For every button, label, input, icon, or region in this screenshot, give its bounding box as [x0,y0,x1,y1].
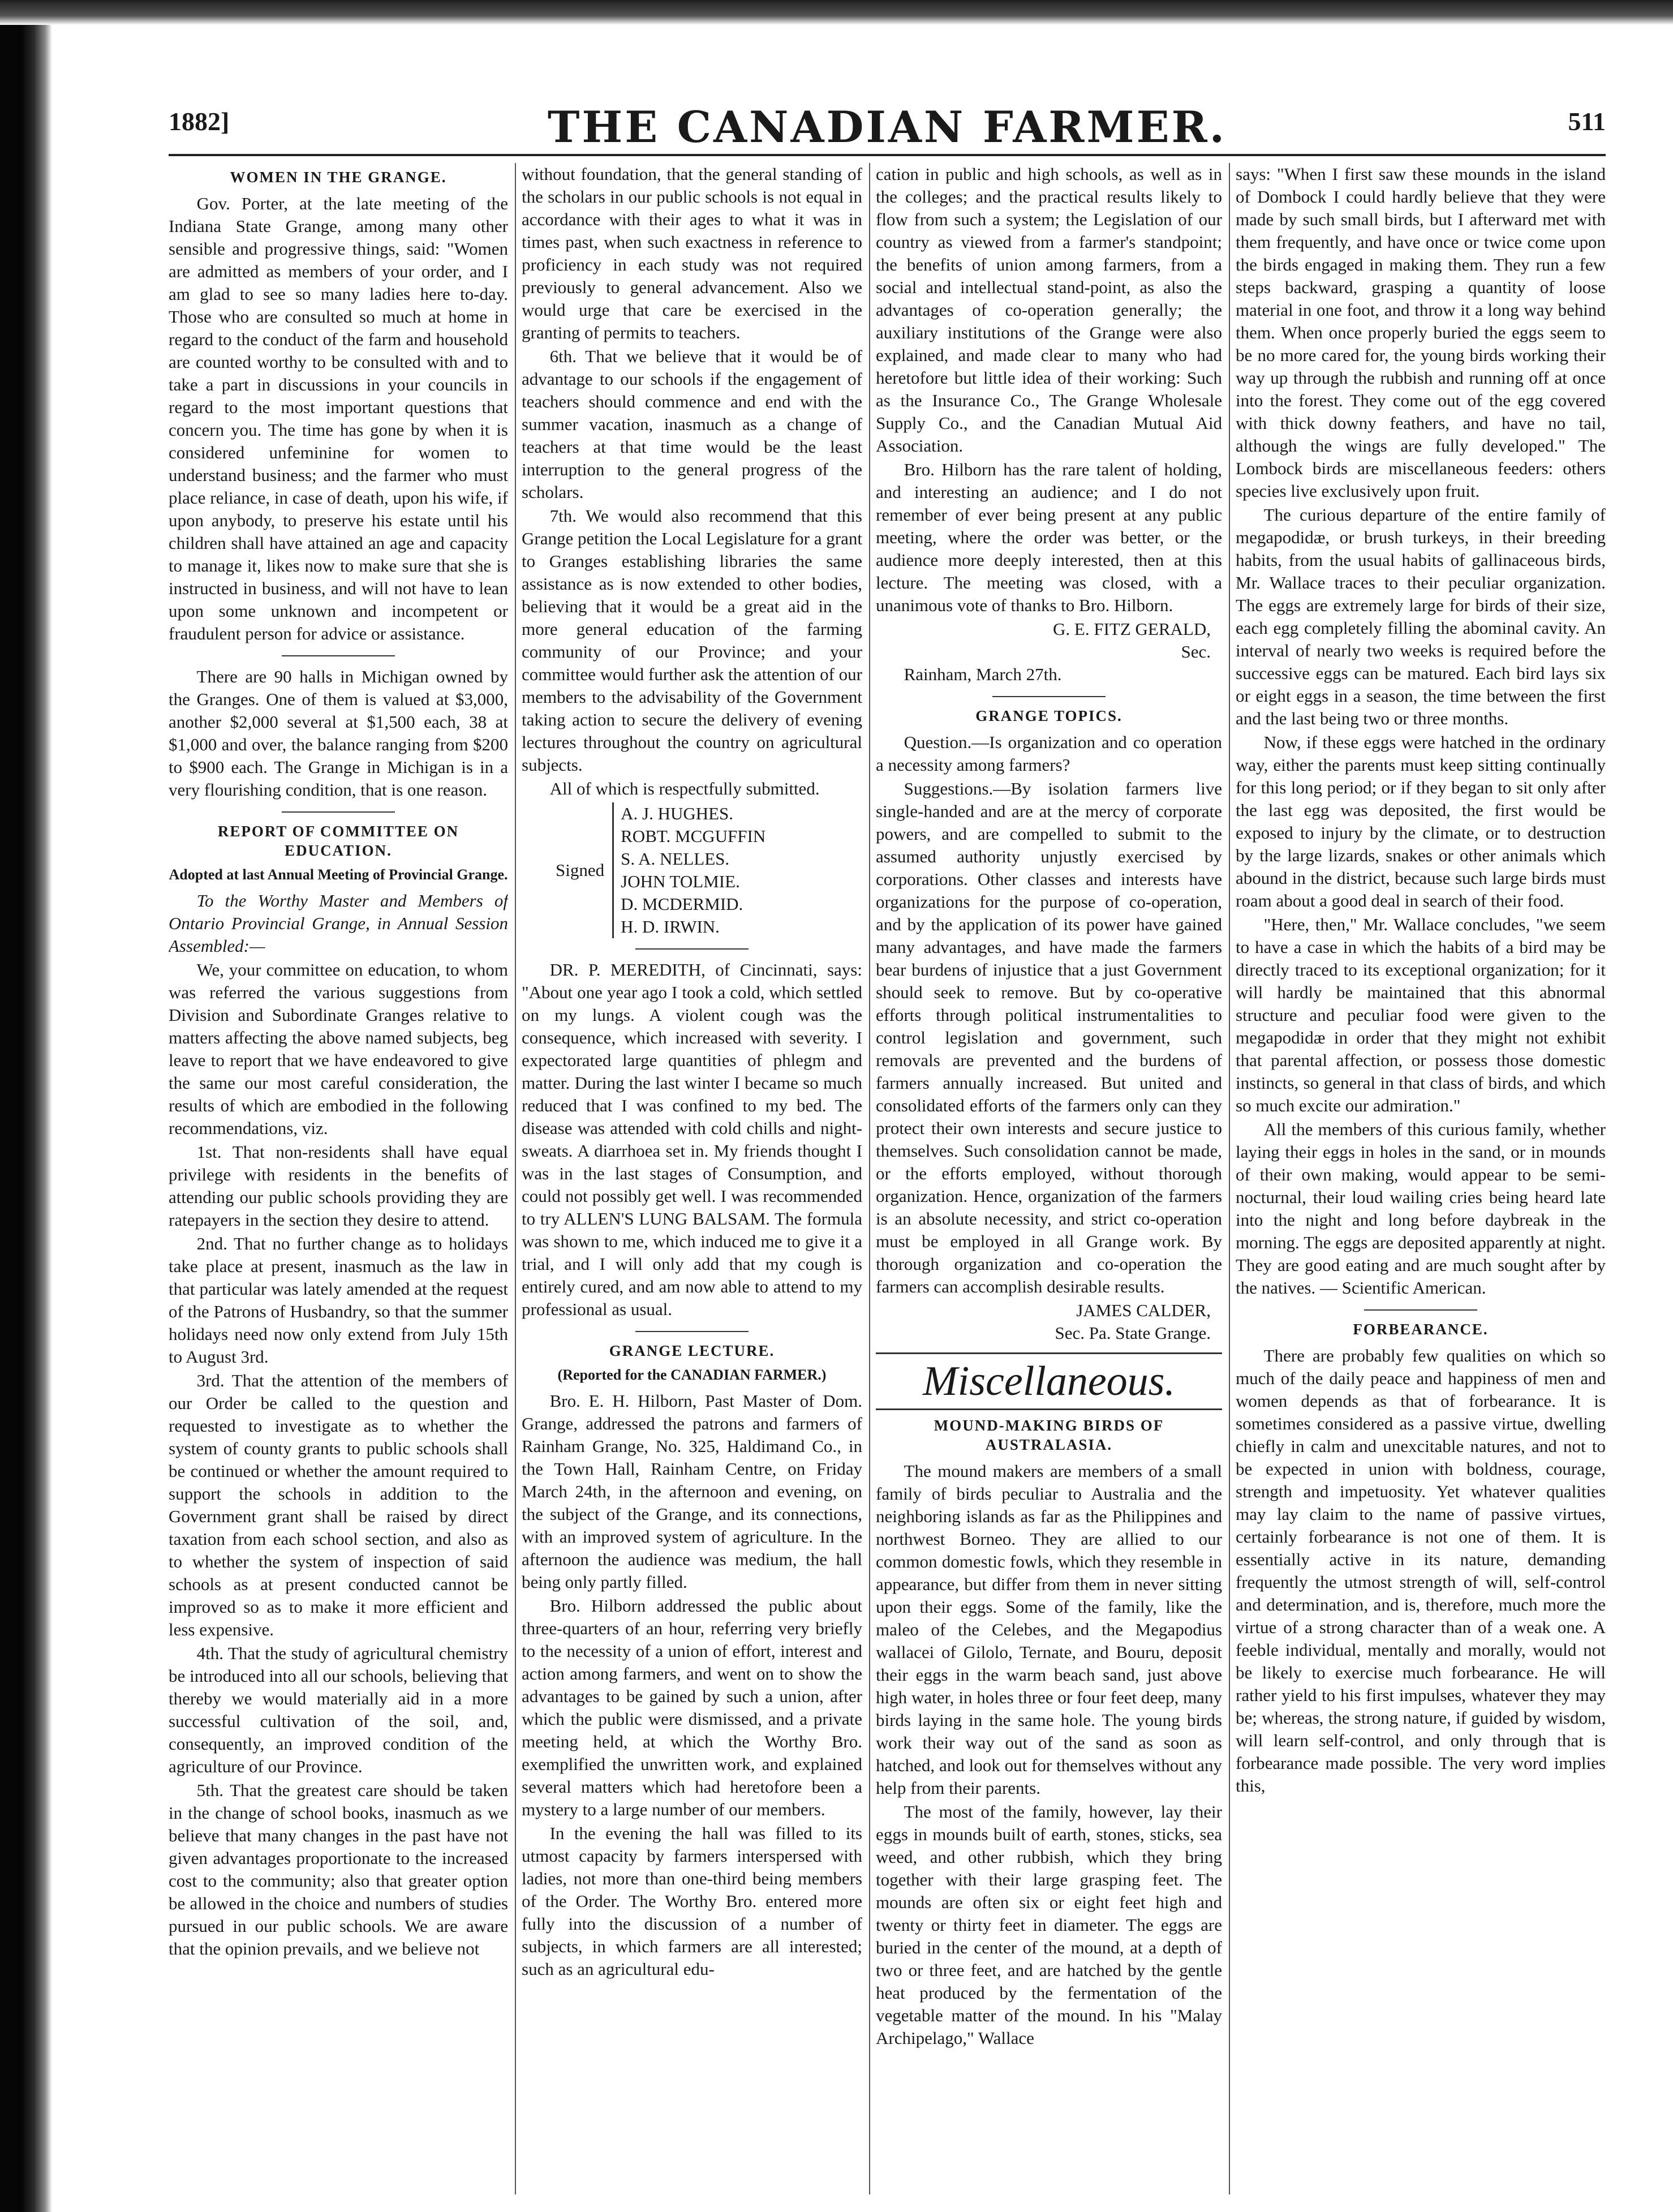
article-body: The curious departure of the entire family of megapodidæ, or brush turkeys, in their breeding habits, from the usual habits of gallinaceous birds, Mr. Wallace traces to their peculiar organization. The eggs are extremely large for birds of their size, each egg completely filling the abominal cavity. An interval of nearly two weeks is required before the successive eggs can be matured. Each bird lays six or eight eggs in a season, the time between the first and the last being two or three months. [1236,505,1606,728]
report-item: 5th. That the greatest care should be taken in the change of school books, inasmuch as we believe that many changes in the past have not given advantages proportionate to the increased cost to the community; also that greater option be allowed in the choice and numbers of studies pursued in our public schools. We are aware that the opinion prevails, and we believe not [169,1780,508,1958]
article-body: There are probably few qualities on which so much of the daily peace and happiness of men and women depends as that of forbearance. It is sometimes considered as a passive virtue, dwelling chiefly in calm and unexcitable natures, and not to be expected in union with boldness, courage, strength and impetuosity. Yet whatever qualities may lay claim to the name of passive virtues, certainly forbearance is not one of them. It is essentially active in its nature, demanding frequently the utmost strength of will, self-control and determination, and is, therefore, much more the virtue of a strong character than of a weak one. A feeble individual, mentally and morally, would not be likely to exercise much forbearance. He will rather yield to his first impulses, whatever they may be; whereas, the strong nature, if guided by wisdom, will learn self-control, and only through that is forbearance made possible. The very word implies this, [1236,1346,1606,1796]
suggestions-text: Suggestions.—By isolation farmers live single-handed and are at the mercy of corporate powers, and are compelled to submit to the assumed authority unjustly exercised by corporations. Other classes and interests have organizations for the purpose of co-operation, and by the application of its power have gained many advantages, and have made the farmers bear burdens of injustice that a just Government should seek to remove. But by co-operative efforts through political instrumentalities to control legislation and government, such removals are prevented and the burdens of farmers annually increased. But united and consolidated efforts of the farmers only can they protect their own interests and secure justice to themselves. Such consolidation cannot be made, or the efforts employed, without thorough organization. Hence, organization of the farmers is an absolute necessity, and strict co-operation must be employed in all Grange work. By thorough organization and co-operation the farmers can accomplish desirable results. [876,779,1222,1296]
header-rule [169,154,1606,156]
report-item: 1st. That non-residents shall have equal privilege with residents in the benefits of attending our public schools providing they are ratepayers in the section they desire to attend. [169,1142,508,1230]
signer-name: S. A. NELLES. [621,849,730,869]
section-separator [1364,1309,1477,1311]
advertisement-meredith: DR. P. MEREDITH, of Cincinnati, says: "About one year ago I took a cold, which settled on my lungs. A violent cough was the consequence, which increased with severity. I expectorated large quantities of phlegm and matter. During the last winter I became so much reduced that I was confined to my bed. The disease was attended with cold chills and night-sweats. A diarrhoea set in. My friends thought I was in the last stages of Consumption, and could not possibly get well. I was recommended to try ALLEN'S LUNG BALSAM. The formula was shown to me, which induced me to give it a trial, and I will only add that my cough is entirely cured, and am now able to attend to my professional as usual. [522,960,862,1319]
article-body: There are 90 halls in Michigan owned by the Granges. One of them is valued at $3,000, another $2,000 several at $1,500 each, 38 at $1,000 and over, the balance ranging from $200 to $900 each. The Grange in Michigan is in a very flourishing condition, that is one reason. [169,667,508,800]
page-header [169,102,1606,152]
report-closing: All of which is respectfully submitted. [549,779,820,798]
article-body: Bro. Hilborn addressed the public about three-quarters of an hour, referring very briefly to the necessity of a union of effort, interest and action among farmers, and went on to show the advantages to be gained by such a union, after which the public were dismissed, and a private meeting held, at which the Worthy Bro. exemplified the unwritten work, and explained several matters which had heretofore been a mystery to a large number of our members. [522,1596,862,1819]
column-2 [522,163,862,2194]
column-divider [515,163,516,2194]
article-body: We, your committee on education, to whom was referred the various suggestions from Division and Subordinate Granges relative to matters affecting the above named subjects, beg leave to report that we have endeavored to give the same our most careful consideration, the results of which are embodied in the following recommendations, viz. [169,960,508,1138]
article-body: The most of the family, however, lay their eggs in mounds built of earth, stones, sticks, sea weed, and other rubbish, which they bring together with their large grasping feet. The mounds are often six or eight feet high and twenty or thirty feet in diameter. The eggs are buried in the center of the mound, at a depth of two or three feet, and are hatched by the gentle heat produced by the fermentation of the vegetable matter of the mound. In his "Malay Archipelago," Wallace [876,1802,1222,2048]
signer-name: ROBT. MCGUFFIN [621,826,766,846]
signer-title: Sec. [1181,642,1211,662]
signer-name: JAMES CALDER, [1076,1300,1211,1320]
article-subtitle: Adopted at last Annual Meeting of Provincial Grange. [169,866,508,883]
question-text: Question.—Is organization and co operation a necessity among farmers? [876,732,1222,775]
column-divider [1229,163,1230,2194]
signer-name: JOHN TOLMIE. [621,871,740,891]
article-body: Bro. Hilborn has the rare talent of holding, and interesting an audience; and I do not remember of ever being present at any public meeting, where the order was better, or the audience more deeply interested, then at this lecture. The meeting was closed, with a unanimous vote of thanks to Bro. Hilborn. [876,459,1222,615]
report-item: 6th. That we believe that it would be of advantage to our schools if the engagement of teachers should commence and end with the summer vacation, inasmuch as a change of teachers at that time would be the least interruption to the general progress of the scholars. [522,346,862,502]
dateline: Rainham, March 27th. [904,664,1062,684]
article-body: The mound makers are members of a small family of birds peculiar to Australia and the neighboring islands as far as the Philippines and northwest Borneo. They are allied to our common domestic fowls, which they resemble in appearance, but differ from them in never sitting upon their eggs. Some of the family, like the maleo of the Celebes, and the Megapodius wallacei of Gilolo, Ternate, and Bouru, deposit their eggs in the warm beach sand, just above high water, in holes three or four feet deep, many birds laying in the same hole. The young birds work their way out of the sand as soon as hatched, and look out for themselves without any help from their parents. [876,1461,1222,1798]
section-heading-miscellaneous: Miscellaneous. [876,1352,1222,1410]
section-separator [282,811,395,813]
article-body: cation in public and high schools, as well as in the colleges; and the practical results likely to flow from such a system; the Legislation of our country as viewed from a farmer's standpoint; the benefits of union among farmers, from a social and intellectual stand-point, as also the advantages of co-operation generally; the auxiliary institutions of the Grange were also explained, and made clear to many who had heretofore but little idea of their working: Such as the Insurance Co., The Grange Wholesale Supply Co., and the Canadian Mutual Aid Association. [876,164,1222,456]
binding-spine-shadow [0,0,52,2212]
article-title-lecture: GRANGE LECTURE. [609,1342,775,1359]
signer-list [612,802,765,938]
signer-name: G. E. FITZ GERALD, [1053,619,1211,639]
article-title-mound: MOUND-MAKING BIRDS OF AUSTRALASIA. [934,1417,1164,1453]
report-address: To the Worthy Master and Members of Ontario Provincial Grange, in Annual Session Assembled:— [169,891,508,956]
signed-label: Signed [556,860,605,880]
column-3 [876,163,1222,2194]
signer-name: H. D. IRWIN. [621,917,720,937]
top-edge-shadow [0,0,1673,25]
article-body: Gov. Porter, at the late meeting of the Indiana State Grange, among many other sensible and progressive things, said: "Women are admitted as members of your order, and I am glad to see so many ladies here to-day. Those who are consulted so much at home in regard to the conduct of the farm and household are counted worthy to be consulted with and to take a part in discussions in your councils in regard to the most important questions that concern you. The time has gone by when it is considered unfeminine for women to understand business; and the farmer who must place reliance, in case of death, upon his wife, if upon anybody, to preserve his estate until his children shall have attained an age and capacity to manage it, likes now to make sure that she is instructed in business, and will not have to lean upon some unknown and incompetent or fraudulent person for advice or assistance. [169,194,508,643]
article-title-women: WOMEN IN THE GRANGE. [230,169,447,186]
report-item: 7th. We would also recommend that this Grange petition the Local Legislature for a grant to Granges establishing libraries the same assistance as is now extended to other bodies, believing that it would be a great aid in the more general education of the farming community of our Province; and your committee would further ask the attention of our members to the advisability of the Government taking action to secure the delivery of evening lectures throughout the country on agricultural subjects. [522,506,862,775]
section-separator [635,1331,749,1332]
masthead-title: THE CANADIAN FARMER. [547,102,1227,152]
article-title-forbearance: FORBEARANCE. [1353,1321,1489,1338]
column-divider [869,163,870,2194]
report-item: 3rd. That the attention of the members of our Order be called to the question and requested to investigate as to whether the system of county grants to public schools shall be continued or whether the amount required to support the schools in addition to the Government grant shall be raised by direct taxation from each school section, and also as to whether the system of inspection of said schools as at present conducted cannot be improved so as to make it more efficient and less expensive. [169,1371,508,1639]
column-4 [1236,163,1606,2194]
column-1 [169,163,508,2194]
report-item: 4th. That the study of agricultural chemistry be introduced into all our schools, believing that thereby we would materially aid in a more successful cultivation of the soil, and, consequently, an improved condition of the agriculture of our Province. [169,1643,508,1776]
signer-name: D. MCDERMID. [621,894,743,914]
signature-block [556,802,862,938]
section-separator [992,696,1106,697]
article-title-topics: GRANGE TOPICS. [975,707,1122,724]
report-item: 2nd. That no further change as to holidays take place at present, inasmuch as the law in that particular was lately amended at the request of the Patrons of Husbandry, so that the summer holidays need now only extend from July 15th to August 3rd. [169,1234,508,1367]
header-year: 1882] [169,107,230,136]
page-number: 511 [1568,107,1606,136]
section-separator [635,948,749,950]
article-body: In the evening the hall was filled to its utmost capacity by farmers interspersed with ladies, not more than one-third being members of the Order. The Worthy Bro. entered more fully into the discussion of a number of subjects, in which farmers are all interested; such as an agricultural edu- [522,1823,862,1979]
article-title-report: REPORT OF COMMITTEE ON EDUCATION. [217,823,459,859]
article-note: (Reported for the CANADIAN FARMER.) [557,1367,827,1383]
article-body: All the members of this curious family, whether laying their eggs in holes in the sand, or in mounds of their own making, would appear to be semi-nocturnal, their loud wailing cries being heard late into the night and long before daybreak in the morning. The eggs are deposited apparently at night. They are good eating and are much sought after by the natives. — Scientific American. [1236,1119,1606,1298]
article-body: Bro. E. H. Hilborn, Past Master of Dom. Grange, addressed the patrons and farmers of Rainham Grange, No. 325, Haldimand Co., in the Town Hall, Rainham Centre, on Friday March 24th, in the afternoon and evening, on the subject of the Grange, and its connections, with an improved system of agriculture. In the afternoon the audience was medium, the hall being only partly filled. [522,1391,862,1592]
article-body: says: "When I first saw these mounds in the island of Dombock I could hardly believe that they were made by such small birds, but I afterward met with them frequently, and have once or twice come upon the birds engaged in making them. They run a few steps backward, grasping a quantity of loose material in one foot, and throw it a long way behind them. When once properly buried the eggs seem to be no more cared for, the young birds working their way up through the rubbish and running off at once into the forest. They come out of the egg covered with thick downy feathers, and have no tail, although the wings are fully developed." The Lombock birds are miscellaneous feeders: others species live exclusively upon fruit. [1236,164,1606,501]
signer-name: A. J. HUGHES. [621,804,734,823]
article-body: "Here, then," Mr. Wallace concludes, "we seem to have a case in which the habits of a bird may be directly traced to its exceptional organization; for it will hardly be maintained that this abnormal structure and peculiar food were given to the megapodidæ in order that they might not exhibit that parental affection, or possess those domestic instincts, so general in that class of birds, and which so much excite our admiration." [1236,914,1606,1115]
signer-title: Sec. Pa. State Grange. [1055,1323,1211,1343]
article-body: without foundation, that the general standing of the scholars in our public schools is not equal in accordance with their ages to what it was in times past, when such exactness in reference to proficiency in each study was not required previously to general advancement. Also we would urge that care be exercised in the granting of permits to teachers. [522,164,862,342]
article-body: Now, if these eggs were hatched in the ordinary way, either the parents must keep sitting continually for this long period; or if they began to sit only after the last egg was deposited, the first would be exposed to injury by the climate, or to destruction by the large lizards, snakes or other animals which abound in the district, because such large birds must roam about a good deal in search of their food. [1236,732,1606,910]
section-separator [282,655,395,656]
